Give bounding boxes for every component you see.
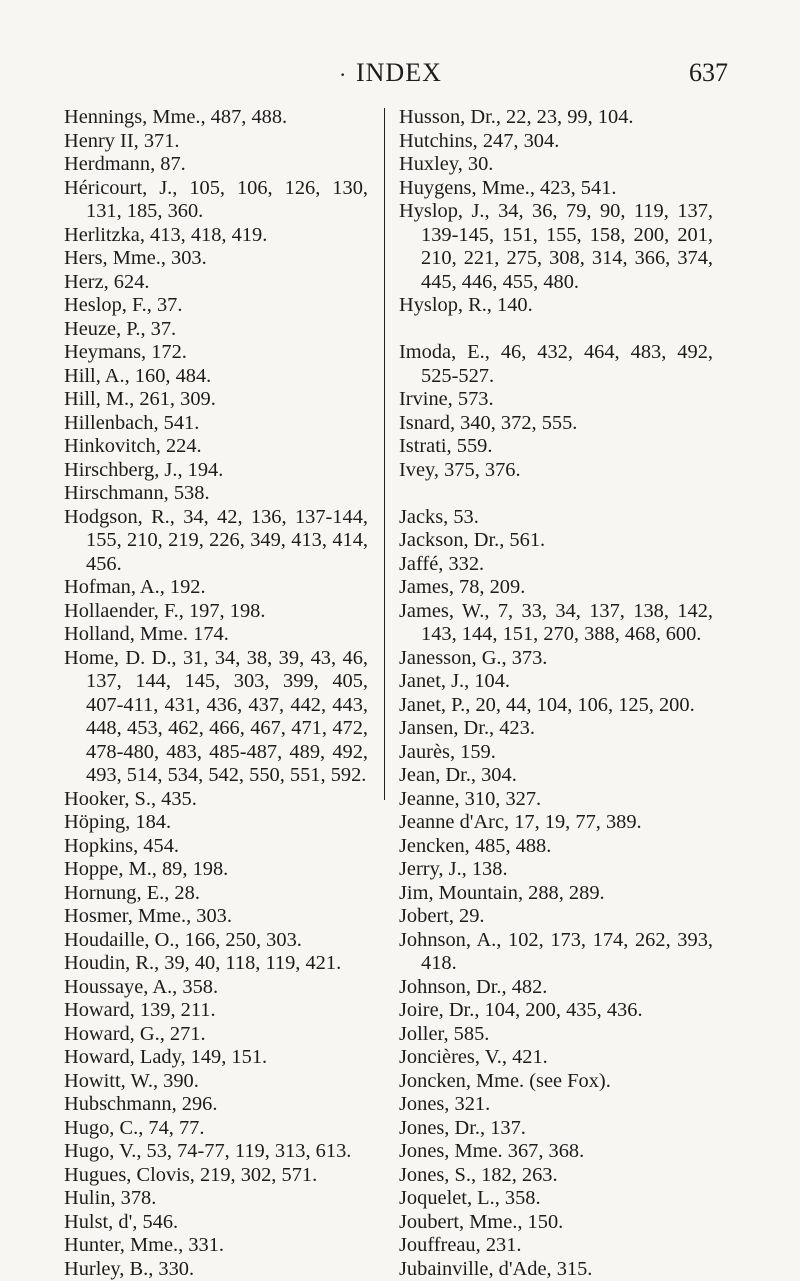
index-entry: Heymans, 172. [64, 341, 368, 365]
index-entry: Jackson, Dr., 561. [399, 529, 713, 553]
index-entry: Jansen, Dr., 423. [399, 717, 713, 741]
index-entry: Home, D. D., 31, 34, 38, 39, 43, 46, 137, 144, 145, 303, 399, 405, 407-411, 431, 436, 437, 442, 443, 448, 453, 462, 466, 467, 471, 472, 478-480, 483, 485-487, 489, 492, 493, 514, 534, 542, 550, 551, 592. [64, 647, 368, 788]
index-entry: Hunter, Mme., 331. [64, 1234, 368, 1258]
index-entry: Hyslop, J., 34, 36, 79, 90, 119, 137, 139-145, 151, 155, 158, 200, 201, 210, 221, 275, 308, 314, 366, 374, 445, 446, 455, 480. [399, 200, 713, 294]
index-entry: Herlitzka, 413, 418, 419. [64, 224, 368, 248]
index-entry: Irvine, 573. [399, 388, 713, 412]
index-entry: Joquelet, L., 358. [399, 1187, 713, 1211]
index-entry: Hennings, Mme., 487, 488. [64, 106, 368, 130]
page-number: 637 [689, 58, 728, 88]
index-entry: Hulin, 378. [64, 1187, 368, 1211]
index-entry: Howard, G., 271. [64, 1023, 368, 1047]
index-entry: Jones, Mme. 367, 368. [399, 1140, 713, 1164]
index-entry: Höping, 184. [64, 811, 368, 835]
index-entry: Huygens, Mme., 423, 541. [399, 177, 713, 201]
index-entry: Janesson, G., 373. [399, 647, 713, 671]
index-entry: Jaffé, 332. [399, 553, 713, 577]
index-entry: Jubainville, d'Ade, 315. [399, 1258, 713, 1281]
index-entry: Janet, J., 104. [399, 670, 713, 694]
index-entry: Hosmer, Mme., 303. [64, 905, 368, 929]
index-entry: Jobert, 29. [399, 905, 713, 929]
index-column-left [64, 106, 368, 1281]
index-entry: Jones, 321. [399, 1093, 713, 1117]
index-entry: Joubert, Mme., 150. [399, 1211, 713, 1235]
index-entry: Hugues, Clovis, 219, 302, 571. [64, 1164, 368, 1188]
index-entry: Jeanne, 310, 327. [399, 788, 713, 812]
index-entry: Jerry, J., 138. [399, 858, 713, 882]
index-entry: Hinkovitch, 224. [64, 435, 368, 459]
index-entry: Hugo, C., 74, 77. [64, 1117, 368, 1141]
page-title: INDEX [356, 58, 442, 88]
index-entry: Herdmann, 87. [64, 153, 368, 177]
index-entry: Hillenbach, 541. [64, 412, 368, 436]
index-entry: Husson, Dr., 22, 23, 99, 104. [399, 106, 713, 130]
index-entry: Houdaille, O., 166, 250, 303. [64, 929, 368, 953]
index-entry: Hulst, d', 546. [64, 1211, 368, 1235]
index-entry: Héricourt, J., 105, 106, 126, 130, 131, 185, 360. [64, 177, 368, 224]
index-entry: Jaurès, 159. [399, 741, 713, 765]
index-entry: Hoppe, M., 89, 198. [64, 858, 368, 882]
index-entry: Holland, Mme. 174. [64, 623, 368, 647]
index-entry: Hirschberg, J., 194. [64, 459, 368, 483]
index-entry: Ivey, 375, 376. [399, 459, 713, 483]
index-entry: Hill, A., 160, 484. [64, 365, 368, 389]
index-entry: Joncières, V., 421. [399, 1046, 713, 1070]
index-entry: Joncken, Mme. (see Fox). [399, 1070, 713, 1094]
index-entry: Johnson, Dr., 482. [399, 976, 713, 1000]
index-entry: Johnson, A., 102, 173, 174, 262, 393, 418. [399, 929, 713, 976]
page-header [0, 56, 800, 92]
index-entry: Henry II, 371. [64, 130, 368, 154]
index-entry: Hurley, B., 330. [64, 1258, 368, 1281]
letter-group-gap [399, 482, 713, 506]
index-entry: Hornung, E., 28. [64, 882, 368, 906]
index-entry: Jim, Mountain, 288, 289. [399, 882, 713, 906]
index-entry: Hirschmann, 538. [64, 482, 368, 506]
index-entry: Isnard, 340, 372, 555. [399, 412, 713, 436]
index-entry: Hill, M., 261, 309. [64, 388, 368, 412]
index-entry: Hyslop, R., 140. [399, 294, 713, 318]
index-entry: Jencken, 485, 488. [399, 835, 713, 859]
index-entry: Howitt, W., 390. [64, 1070, 368, 1094]
index-entry: Joller, 585. [399, 1023, 713, 1047]
letter-group-gap [399, 318, 713, 342]
index-entry: Imoda, E., 46, 432, 464, 483, 492, 525-527. [399, 341, 713, 388]
index-entry: Howard, 139, 211. [64, 999, 368, 1023]
index-entry: James, W., 7, 33, 34, 137, 138, 142, 143, 144, 151, 270, 388, 468, 600. [399, 600, 713, 647]
index-entry: Hers, Mme., 303. [64, 247, 368, 271]
index-entry: Hopkins, 454. [64, 835, 368, 859]
index-entry: Joire, Dr., 104, 200, 435, 436. [399, 999, 713, 1023]
index-entry: Hollaender, F., 197, 198. [64, 600, 368, 624]
index-column-right [399, 106, 713, 1281]
index-entry: Howard, Lady, 149, 151. [64, 1046, 368, 1070]
index-entry: Jean, Dr., 304. [399, 764, 713, 788]
index-entry: Hooker, S., 435. [64, 788, 368, 812]
index-entry: Jouffreau, 231. [399, 1234, 713, 1258]
header-bullet: · [339, 62, 346, 88]
index-entry: Hodgson, R., 34, 42, 136, 137-144, 155, 210, 219, 226, 349, 413, 414, 456. [64, 506, 368, 577]
index-entry: Heslop, F., 37. [64, 294, 368, 318]
column-divider [384, 108, 385, 800]
index-entry: Houdin, R., 39, 40, 118, 119, 421. [64, 952, 368, 976]
index-entry: Janet, P., 20, 44, 104, 106, 125, 200. [399, 694, 713, 718]
index-entry: Houssaye, A., 358. [64, 976, 368, 1000]
index-entry: Hugo, V., 53, 74-77, 119, 313, 613. [64, 1140, 368, 1164]
index-entry: Hofman, A., 192. [64, 576, 368, 600]
index-entry: Istrati, 559. [399, 435, 713, 459]
index-entry: Hutchins, 247, 304. [399, 130, 713, 154]
index-entry: Jones, S., 182, 263. [399, 1164, 713, 1188]
index-entry: Jeanne d'Arc, 17, 19, 77, 389. [399, 811, 713, 835]
index-entry: Jacks, 53. [399, 506, 713, 530]
index-entry: Herz, 624. [64, 271, 368, 295]
index-entry: Hubschmann, 296. [64, 1093, 368, 1117]
index-entry: Jones, Dr., 137. [399, 1117, 713, 1141]
index-entry: James, 78, 209. [399, 576, 713, 600]
index-entry: Heuze, P., 37. [64, 318, 368, 342]
index-entry: Huxley, 30. [399, 153, 713, 177]
